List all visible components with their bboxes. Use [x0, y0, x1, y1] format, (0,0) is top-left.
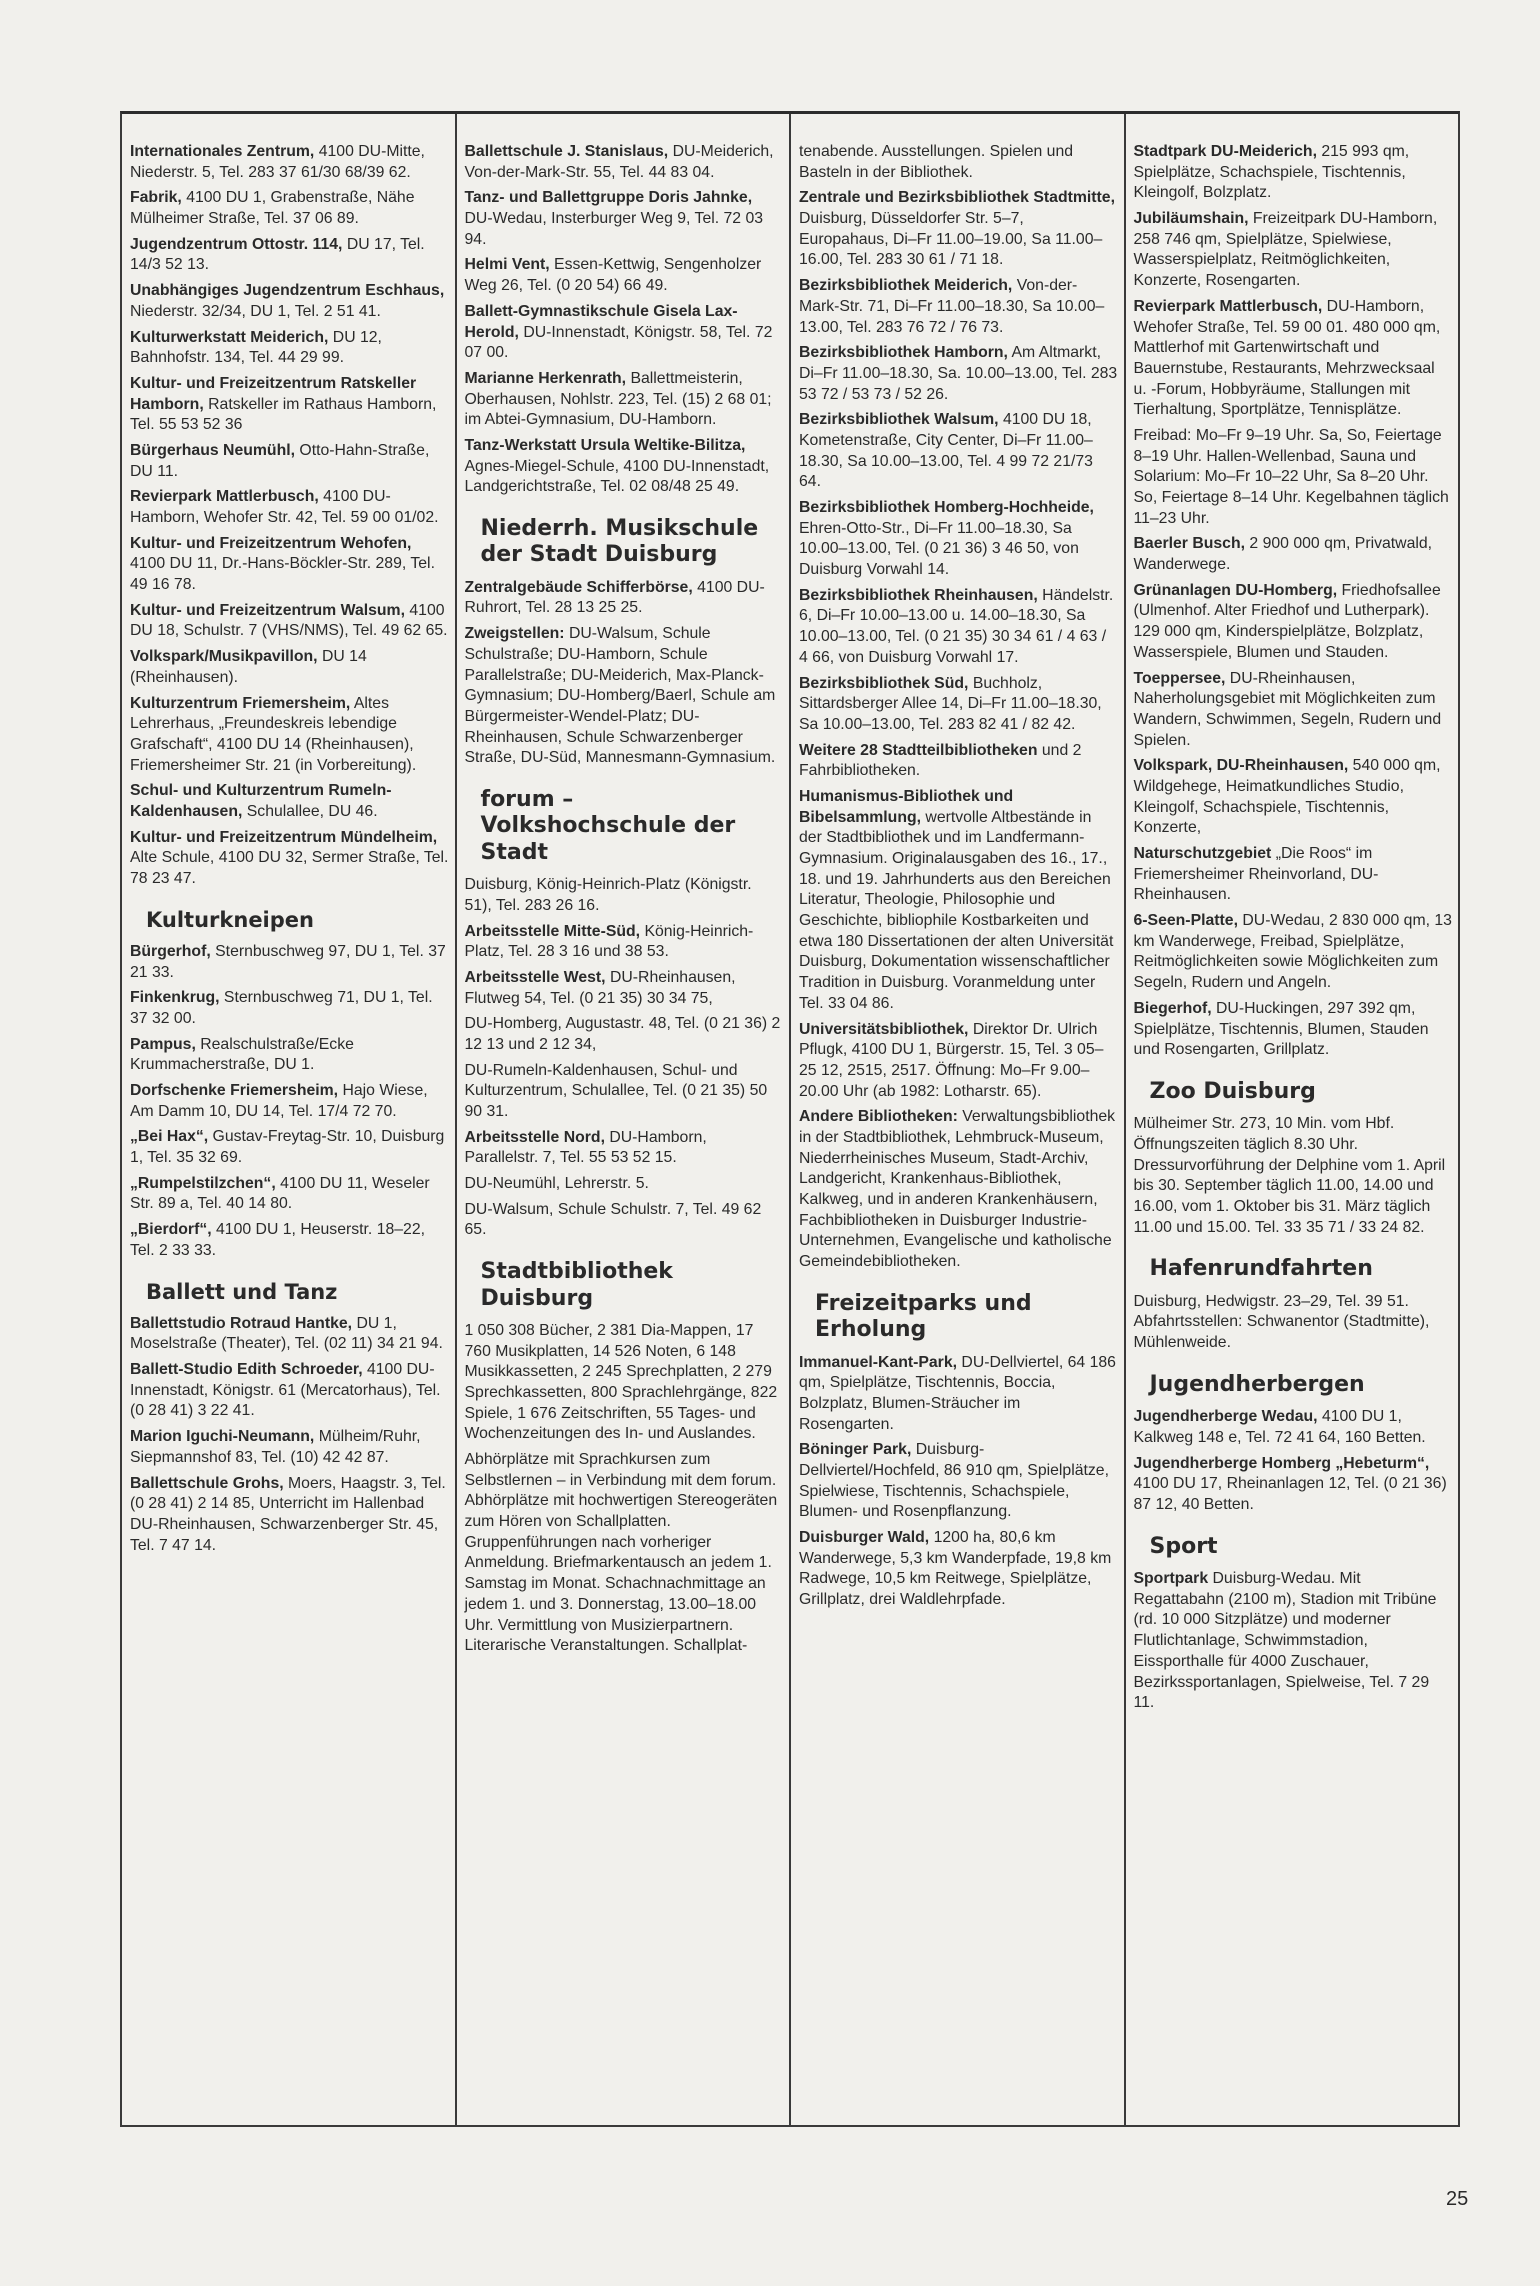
- entry-title: Revierpark Mattlerbusch,: [1133, 297, 1323, 315]
- paragraph: DU-Rumeln-Kaldenhausen, Schul- und Kulturzentrum, Schulallee, Tel. (0 21 35) 50 90 31.: [464, 1061, 768, 1121]
- listing-entry: [799, 410, 1118, 493]
- entry-body: 215 993 qm, Spielplätze, Schachspiele, Tischtennis, Kleingolf, Bolzplatz.: [1133, 143, 1410, 202]
- paragraph: Freibad: Mo–Fr 9–19 Uhr. Sa, So, Feiertage 8–19 Uhr. Hallen-Wellenbad, Sauna und Solarium: Mo–Fr 10–22 Uhr, Sa 8–20 Uhr. So, Feiertage 8–14 Uhr. Kegelbahnen täglich 11–23 Uhr.: [1133, 426, 1449, 527]
- entry-title: Bezirksbibliothek Walsum,: [799, 411, 999, 429]
- listing-entry: [465, 436, 784, 498]
- listing-entry: [130, 1474, 449, 1557]
- entry-title: Naturschutzgebiet: [1133, 845, 1272, 862]
- entry-body: DU 17, Tel. 14/3 52 13.: [130, 235, 425, 274]
- listing-entry: [465, 922, 784, 963]
- entry-title: Kultur- und Freizeitzentrum Wehofen,: [130, 534, 412, 552]
- entry-body: Händelstr. 6, Di–Fr 10.00–13.00 u. 14.00–18.30, Sa 10.00–13.00, Tel. (0 21 35) 30 34 61 / 4 63 / 4 66, von Duisburg Vorwahl 17.: [799, 586, 1114, 666]
- listing-entry: [465, 302, 784, 364]
- entry-body: und 2 Fahrbibliotheken.: [799, 741, 1082, 780]
- listing-entry: [1134, 581, 1453, 664]
- listing-entry: [1134, 756, 1453, 839]
- listing-entry: [130, 601, 449, 642]
- listing-entry: [799, 1107, 1118, 1273]
- listing-entry: [1134, 534, 1453, 575]
- entry-body: 2 900 000 qm, Privatwald, Wanderwege.: [1133, 535, 1433, 574]
- entry-title: Sportpark: [1133, 1570, 1209, 1588]
- listing-entry: [799, 343, 1118, 405]
- entry-title: Bezirksbibliothek Meiderich,: [799, 277, 1013, 295]
- entry-title: Grünanlagen DU-Homberg,: [1133, 581, 1338, 599]
- entry-title: Ballettschule Grohs,: [130, 1474, 284, 1492]
- entry-body: 4100 DU-Mitte, Niederstr. 5, Tel. 283 37 61/30 68/39 62.: [130, 143, 425, 181]
- listing-entry: [130, 1127, 449, 1168]
- listing-entry: [799, 1020, 1118, 1103]
- entry-title: Immanuel-Kant-Park,: [799, 1353, 958, 1371]
- listing-entry: [130, 1360, 449, 1422]
- entry-title: Stadtpark DU-Meiderich,: [1133, 143, 1317, 160]
- listing-entry: [465, 142, 784, 183]
- entry-title: Jubiläumshain,: [1133, 210, 1249, 228]
- listing-entry: [799, 787, 1118, 1015]
- listing-entry: [1134, 142, 1453, 204]
- paragraph: Abhörplätze mit Sprachkursen zum Selbstlernen – in Verbindung mit dem forum. Abhörplätze mit hochwertigen Stereogeräten zum Hören von Schallplatten. Gruppenführungen nach vorheriger Anmeldung. Briefmarkentausch an jedem 1. Samstag im Monat. Schachnachmittage an jedem 1. und 3. Donnerstag, 13.00–18.00 Uhr. Vermittlung von Musizierpartnern. Literarische Veranstaltungen. Schallplat-: [464, 1451, 778, 1655]
- listing-entry: [799, 276, 1118, 338]
- entry-title: Toeppersee,: [1133, 669, 1226, 687]
- entry-title: Zweigstellen:: [464, 625, 565, 643]
- paragraph: DU-Neumühl, Lehrerstr. 5.: [464, 1175, 649, 1193]
- listing-entry: [799, 586, 1118, 669]
- listing-entry: [465, 968, 784, 1009]
- entry-title: Bürgerhof,: [130, 942, 211, 960]
- entry-body: 4100 DU 1, Kalkweg 148 e, Tel. 72 41 64, 160 Betten.: [1133, 1408, 1426, 1446]
- section-heading: Hafenrundfahrten: [1149, 1256, 1373, 1282]
- entry-title: Weitere 28 Stadtteilbibliotheken: [799, 741, 1038, 759]
- section-heading: Stadtbibliothek Duisburg: [480, 1259, 673, 1311]
- paragraph: DU-Walsum, Schule Schulstr. 7, Tel. 49 62 65.: [464, 1200, 762, 1239]
- entry-body: DU-Wedau, 2 830 000 qm, 13 km Wanderwege, Freibad, Spielplätze, Reitmöglichkeiten sowie Möglichkeiten zum Segeln, Rudern und Angeln.: [1133, 912, 1452, 992]
- entry-body: Gustav-Freytag-Str. 10, Duisburg 1, Tel. 35 32 69.: [130, 1128, 445, 1167]
- entry-body: Essen-Kettwig, Sengenholzer Weg 26, Tel. (0 20 54) 66 49.: [464, 256, 762, 295]
- entry-body: 4100 DU 11, Weseler Str. 89 a, Tel. 40 14 80.: [130, 1174, 430, 1213]
- paragraph: DU-Homberg, Augustastr. 48, Tel. (0 21 36) 2 12 13 und 2 12 34,: [464, 1015, 781, 1053]
- listing-entry: [130, 487, 449, 528]
- entry-title: Ballettstudio Rotraud Hantke,: [130, 1314, 353, 1332]
- entry-body: DU-Meiderich, Von-der-Mark-Str. 55, Tel. 44 83 04.: [464, 143, 774, 181]
- listing-entry: [130, 694, 449, 777]
- listing-entry: [465, 578, 784, 619]
- entry-body: Realschulstraße/Ecke Krummacherstraße, DU 1.: [130, 1035, 354, 1074]
- listing-entry: [130, 441, 449, 482]
- entry-body: DU-Rheinhausen, Naherholungsgebiet mit Möglichkeiten zum Wandern, Schwimmen, Segeln, Rudern und Spielen.: [1133, 669, 1442, 749]
- entry-body: Niederstr. 32/34, DU 1, Tel. 2 51 41.: [130, 302, 381, 320]
- entry-title: Volkspark, DU-Rheinhausen,: [1133, 757, 1349, 775]
- entry-body: Friedhofsallee (Ulmenhof. Alter Friedhof und Lutherpark). 129 000 qm, Kinderspielplätze, Bolzplatz, Wasserspiele, Blumen und Stauden.: [1133, 581, 1441, 661]
- entry-body: Otto-Hahn-Straße, DU 11.: [130, 441, 430, 480]
- entry-title: Jugendherberge Wedau,: [1133, 1408, 1318, 1426]
- entry-title: Böninger Park,: [799, 1441, 912, 1459]
- entry-body: 4100 DU-Ruhrort, Tel. 28 13 25 25.: [464, 578, 765, 617]
- section-heading: Jugendherbergen: [1149, 1371, 1365, 1397]
- entry-body: Sternbuschweg 97, DU 1, Tel. 37 21 33.: [130, 942, 446, 981]
- section-heading: Kulturkneipen: [146, 907, 314, 932]
- entry-body: Duisburg-Dellviertel/Hochfeld, 86 910 qm, Spielplätze, Spielwiese, Tischtennis, Schachspiele, Blumen- und Rosenpflanzung.: [799, 1441, 1109, 1521]
- column-1: [122, 114, 457, 2125]
- entry-title: „Rumpelstilzchen“,: [130, 1174, 276, 1192]
- section-heading: Freizeitparks und Erholung: [815, 1290, 1032, 1343]
- entry-title: Kulturwerkstatt Meiderich,: [130, 328, 329, 346]
- listing-entry: [1134, 1407, 1453, 1448]
- entry-title: Marianne Herkenrath,: [464, 369, 627, 387]
- listing-entry: [130, 1314, 449, 1355]
- page-frame: [120, 111, 1460, 2127]
- entry-body: DU-Dellviertel, 64 186 qm, Spielplätze, Tischtennis, Boccia, Bolzplatz, Blumen-Sträucher im Rosengarten.: [799, 1353, 1116, 1433]
- entry-body: Hajo Wiese, Am Damm 10, DU 14, Tel. 17/4 72 70.: [130, 1082, 428, 1120]
- entry-body: 4100 DU-Hamborn, Wehofer Str. 42, Tel. 59 00 01/02.: [130, 488, 439, 526]
- entry-body: Ehren-Otto-Str., Di–Fr 11.00–18.30, Sa 10.00–13.00, Tel. (0 21 36) 3 46 50, von Duisburg Vorwahl 14.: [799, 519, 1079, 579]
- entry-body: 4100 DU 1, Heuserstr. 18–22, Tel. 2 33 33.: [130, 1221, 426, 1259]
- entry-title: Zentralgebäude Schifferbörse,: [464, 578, 693, 596]
- paragraph: tenabende. Ausstellungen. Spielen und Basteln in der Bibliothek.: [799, 143, 1074, 181]
- entry-body: DU-Innenstadt, Königstr. 58, Tel. 72 07 00.: [464, 323, 773, 362]
- listing-entry: [465, 1128, 784, 1169]
- listing-entry: [799, 674, 1118, 736]
- column-3: [791, 114, 1126, 2125]
- listing-entry: [130, 188, 449, 229]
- entry-body: DU-Wedau, Insterburger Weg 9, Tel. 72 03 94.: [464, 210, 764, 248]
- listing-entry: [130, 1427, 449, 1468]
- section-heading: Sport: [1149, 1533, 1218, 1559]
- column-4: [1126, 114, 1459, 2125]
- entry-title: Tanz- und Ballettgruppe Doris Jahnke,: [464, 189, 753, 207]
- entry-title: Schul- und Kulturzentrum Rumeln-Kaldenhausen,: [130, 782, 392, 820]
- entry-body: 4100 DU 1, Grabenstraße, Nähe Mülheimer Straße, Tel. 37 06 89.: [130, 189, 415, 228]
- entry-body: Ratskeller im Rathaus Hamborn, Tel. 55 53 52 36: [130, 395, 437, 434]
- listing-entry: [1134, 999, 1453, 1061]
- entry-title: „Bei Hax“,: [130, 1128, 209, 1146]
- entry-title: Kultur- und Freizeitzentrum Mündelheim,: [130, 828, 438, 846]
- entry-title: Andere Bibliotheken:: [799, 1108, 958, 1126]
- entry-body: Duisburg-Wedau. Mit Regattabahn (2100 m), Stadion mit Tribüne (rd. 10 000 Sitzplätze) und moderner Flutlichtanlage, Schwimmstadion, Eissporthalle für 4000 Zuschauer, Bezirkssportanlagen, Spielweise, Tel. 7 29 11.: [1133, 1570, 1437, 1712]
- listing-entry: [130, 1220, 449, 1261]
- entry-title: Kulturzentrum Friemersheim,: [130, 694, 351, 712]
- listing-entry: [465, 255, 784, 296]
- listing-entry: [130, 142, 449, 183]
- entry-body: DU-Hamborn, Parallelstr. 7, Tel. 55 53 52 15.: [464, 1128, 707, 1167]
- entry-body: 4100 DU 17, Rheinanlagen 12, Tel. (0 21 36) 87 12, 40 Betten.: [1133, 1475, 1447, 1513]
- listing-entry: [799, 188, 1118, 271]
- entry-title: Bürgerhaus Neumühl,: [130, 441, 296, 459]
- entry-title: Volkspark/Musikpavillon,: [130, 648, 318, 666]
- section-heading: Niederrh. Musikschule der Stadt Duisburg: [480, 516, 759, 568]
- entry-title: Jugendherberge Homberg „Hebeturm“,: [1133, 1454, 1430, 1472]
- section-heading: forum – Volkshochschule der Stadt: [480, 786, 736, 865]
- entry-body: König-Heinrich-Platz, Tel. 28 3 16 und 38 53.: [464, 922, 754, 961]
- listing-entry: [130, 374, 449, 436]
- entry-body: Am Altmarkt, Di–Fr 11.00–18.30, Sa. 10.00–13.00, Tel. 283 53 72 / 53 73 / 52 26.: [799, 344, 1118, 403]
- entry-body: DU-Hamborn, Wehofer Straße, Tel. 59 00 01. 480 000 qm, Mattlerhof mit Gartenwirtschaft und Bauernstube, Restaurants, Mehrzwecksaal u. -Forum, Hobbyräume, Stallungen mit Tierhaltung, Sportplätze, Tennisplätze.: [1133, 297, 1441, 419]
- entry-body: Verwaltungsbibliothek in der Stadtbibliothek, Lehmbruck-Museum, Niederrheinisches Museum, Stadt-Archiv, Landgericht, Krankenhaus-Bibliothek, Kalkweg, und in anderen Krankenhäusern, Fachbibliotheken in Duisburger Industrie-Unternehmen, Evangelische und katholische Gemeindebibliotheken.: [799, 1108, 1116, 1271]
- entry-title: Bezirksbibliothek Süd,: [799, 674, 969, 692]
- listing-entry: [130, 235, 449, 276]
- entry-title: Fabrik,: [130, 189, 182, 207]
- listing-entry: [130, 828, 449, 890]
- listing-entry: [465, 624, 784, 769]
- entry-body: Ballettmeisterin, Oberhausen, Nohlstr. 223, Tel. (15) 2 68 01; im Abtei-Gymnasium, DU-Hamborn.: [464, 369, 772, 429]
- listing-entry: [1134, 911, 1453, 994]
- entry-body: DU 12, Bahnhofstr. 134, Tel. 44 29 99.: [130, 328, 382, 367]
- entry-title: Baerler Busch,: [1133, 535, 1246, 553]
- entry-title: 6-Seen-Platte,: [1133, 912, 1238, 930]
- entry-title: Arbeitsstelle Nord,: [464, 1128, 605, 1146]
- entry-body: Freizeitpark DU-Hamborn, 258 746 qm, Spielplätze, Spielwiese, Wasserspielplatz, Reitmöglichkeiten, Konzerte, Rosengarten.: [1133, 210, 1438, 290]
- entry-title: Ballett-Gymnastikschule Gisela Lax-Herold,: [464, 302, 738, 341]
- listing-entry: [799, 741, 1118, 782]
- entry-title: Revierpark Mattlerbusch,: [130, 488, 319, 506]
- entry-title: Kultur- und Freizeitzentrum Walsum,: [130, 601, 405, 619]
- page-number: 25: [1446, 2188, 1469, 2210]
- entry-body: Mülheim/Ruhr, Siepmannshof 83, Tel. (10) 42 42 87.: [130, 1428, 421, 1466]
- listing-entry: [1134, 1569, 1453, 1714]
- entry-body: 1200 ha, 80,6 km Wanderwege, 5,3 km Wanderpfade, 19,8 km Radwege, 10,5 km Reitwege, Spielplätze, Grillplatz, drei Waldlehrpfade.: [799, 1529, 1112, 1609]
- listing-entry: [1134, 297, 1453, 421]
- entry-body: Duisburg, Düsseldorfer Str. 5–7, Europahaus, Di–Fr 11.00–19.00, Sa 11.00–16.00, Tel. 283 30 61 / 71 18.: [799, 210, 1103, 269]
- entry-title: Pampus,: [130, 1035, 196, 1053]
- entry-body: 4100 DU 18, Schulstr. 7 (VHS/NMS), Tel. 49 62 65.: [130, 601, 448, 640]
- listing-entry: [130, 328, 449, 369]
- listing-entry: [799, 1440, 1118, 1523]
- entry-body: DU-Rheinhausen, Flutweg 54, Tel. (0 21 35) 30 34 75,: [464, 968, 736, 1007]
- entry-body: 4100 DU 18, Kometenstraße, City Center, Di–Fr 11.00–18.30, Sa 10.00–13.00, Tel. 4 99 72 21/73 64.: [799, 411, 1093, 491]
- entry-body: DU-Huckingen, 297 392 qm, Spielplätze, Tischtennis, Blumen, Stauden und Rosengarten, Grillplatz.: [1133, 999, 1429, 1059]
- entry-body: DU 14 (Rheinhausen).: [130, 648, 367, 686]
- section-heading: Ballett und Tanz: [146, 1279, 338, 1304]
- entry-title: Bezirksbibliothek Homberg-Hochheide,: [799, 499, 1094, 516]
- entry-title: Humanismus-Bibliothek und Bibelsammlung,: [799, 787, 1014, 826]
- entry-body: 4100 DU 11, Dr.-Hans-Böckler-Str. 289, Tel. 49 16 78.: [130, 555, 435, 594]
- listing-entry: [1134, 1454, 1453, 1516]
- entry-title: Kultur- und Freizeitzentrum Ratskeller Hamborn,: [130, 374, 417, 413]
- listing-entry: [130, 1174, 449, 1215]
- entry-body: wertvolle Altbestände in der Stadtbibliothek und im Landfermann-Gymnasium. Originalausgaben des 16., 17., 18. und 19. Jahrhunderts aus den Bereichen Literatur, Theologie, Philosophie und Geschichte, bibliophile Kostbarkeiten und etwa 180 Dissertationen der alten Universität Duisburg, Dokumentation wissenschaftlicher Tradition in Duisburg. Voranmeldung unter Tel. 33 04 86.: [799, 808, 1114, 1012]
- entry-title: Arbeitsstelle Mitte-Süd,: [464, 922, 641, 940]
- listing-entry: [465, 369, 784, 431]
- section-heading: Zoo Duisburg: [1149, 1078, 1316, 1104]
- entry-title: Ballettschule J. Stanislaus,: [464, 143, 669, 160]
- listing-entry: [130, 534, 449, 596]
- entry-title: Bezirksbibliothek Hamborn,: [799, 344, 1008, 362]
- column-2: [457, 114, 792, 2125]
- entry-title: „Bierdorf“,: [130, 1221, 212, 1239]
- entry-body: Sternbuschweg 71, DU 1, Tel. 37 32 00.: [130, 989, 433, 1027]
- listing-entry: [130, 1081, 449, 1122]
- listing-entry: [1134, 669, 1453, 752]
- listing-entry: [130, 942, 449, 983]
- entry-title: Bezirksbibliothek Rheinhausen,: [799, 586, 1038, 604]
- entry-body: DU-Walsum, Schule Schulstraße; DU-Hamborn, Schule Parallelstraße; DU-Meiderich, Max-Planck-Gymnasium; DU-Homberg/Baerl, Schule am Bürgermeister-Wendel-Platz; DU-Rheinhausen, Schule Schwarzenberger Straße, DU-Süd, Mannesmann-Gymnasium.: [464, 625, 776, 767]
- paragraph: Duisburg, König-Heinrich-Platz (Königstr. 51), Tel. 283 26 16.: [464, 876, 752, 914]
- entry-title: Universitätsbibliothek,: [799, 1020, 969, 1038]
- entry-body: Von-der-Mark-Str. 71, Di–Fr 11.00–18.30, Sa 10.00–13.00, Tel. 283 76 72 / 76 73.: [799, 277, 1105, 336]
- entry-body: Alte Schule, 4100 DU 32, Sermer Straße, Tel. 78 23 47.: [130, 849, 449, 887]
- listing-entry: [130, 647, 449, 688]
- listing-entry: [465, 188, 784, 250]
- entry-title: Duisburger Wald,: [799, 1529, 930, 1547]
- listing-entry: [130, 988, 449, 1029]
- listing-entry: [799, 1353, 1118, 1436]
- entry-title: Jugendzentrum Ottostr. 114,: [130, 235, 343, 253]
- entry-body: Buchholz, Sittardsberger Allee 14, Di–Fr 11.00–18.30, Sa 10.00–13.00, Tel. 283 82 41 / 82 42.: [799, 674, 1102, 733]
- entry-title: Arbeitsstelle West,: [464, 968, 606, 986]
- entry-title: Dorfschenke Friemersheim,: [130, 1082, 339, 1099]
- entry-title: Helmi Vent,: [464, 256, 550, 274]
- paragraph: Mülheimer Str. 273, 10 Min. vom Hbf. Öffnungszeiten täglich 8.30 Uhr. Dressurvorführung der Delphine vom 1. April bis 30. September täglich 11.00, 14.00 und 16.00, vom 1. Oktober bis 31. März täglich 11.00 und 15.00. Tel. 33 35 71 / 33 24 82.: [1133, 1115, 1446, 1236]
- entry-body: Schulallee, DU 46.: [246, 802, 378, 820]
- listing-entry: [130, 281, 449, 322]
- entry-title: Ballett-Studio Edith Schroeder,: [130, 1361, 363, 1379]
- listing-entry: [799, 1528, 1118, 1611]
- paragraph: Duisburg, Hedwigstr. 23–29, Tel. 39 51. Abfahrtsstellen: Schwanentor (Stadtmitte), Mühlenweide.: [1133, 1292, 1430, 1352]
- entry-title: Unabhängiges Jugendzentrum Eschhaus,: [130, 282, 445, 300]
- entry-title: Finkenkrug,: [130, 989, 220, 1007]
- entry-title: Marion Iguchi-Neumann,: [130, 1428, 315, 1446]
- entry-body: „Die Roos“ im Friemersheimer Rheinvorland, DU-Rheinhausen.: [1133, 845, 1379, 904]
- listing-entry: [799, 498, 1118, 581]
- entry-title: Biegerhof,: [1133, 999, 1212, 1017]
- entry-title: Internationales Zentrum,: [130, 143, 315, 160]
- listing-entry: [130, 1035, 449, 1076]
- entry-body: Agnes-Miegel-Schule, 4100 DU-Innenstadt, Landgerichtstraße, Tel. 02 08/48 25 49.: [464, 457, 770, 496]
- entry-body: Altes Lehrerhaus, „Freundeskreis lebendige Grafschaft“, 4100 DU 14 (Rheinhausen), Friemersheimer Str. 21 (in Vorbereitung).: [130, 694, 417, 774]
- entry-body: DU 1, Moselstraße (Theater), Tel. (02 11) 34 21 94.: [130, 1314, 443, 1353]
- listing-entry: [1134, 844, 1453, 906]
- entry-body: Direktor Dr. Ulrich Pflugk, 4100 DU 1, Bürgerstr. 15, Tel. 3 05– 25 12, 2515, 2517. Öffnung: Mo–Fr 9.00–20.00 Uhr (ab 1982: Lotharstr. 65).: [799, 1020, 1104, 1100]
- entry-body: Moers, Haagstr. 3, Tel. (0 28 41) 2 14 85, Unterricht im Hallenbad DU-Rheinhausen, Schwarzenberger Str. 45, Tel. 7 47 14.: [130, 1474, 446, 1554]
- entry-title: Tanz-Werkstatt Ursula Weltike-Bilitza,: [464, 436, 746, 454]
- listing-entry: [130, 781, 449, 822]
- listing-entry: [1134, 209, 1453, 292]
- entry-body: 540 000 qm, Wildgehege, Heimatkundliches Studio, Kleingolf, Schachspiele, Tischtennis, Konzerte,: [1133, 757, 1441, 837]
- entry-title: Zentrale und Bezirksbibliothek Stadtmitte,: [799, 189, 1115, 207]
- entry-body: 4100 DU-Innenstadt, Königstr. 61 (Mercatorhaus), Tel. (0 28 41) 3 22 41.: [130, 1361, 441, 1420]
- paragraph: 1 050 308 Bücher, 2 381 Dia-Mappen, 17 760 Musikplatten, 14 526 Noten, 6 148 Musikkassetten, 2 245 Sprechplatten, 2 279 Sprechkassetten, 800 Sprachlehrgänge, 822 Spiele, 1 676 Zeitschriften, 55 Tages- und Wochenzeitungen des In- und Auslandes.: [464, 1321, 778, 1443]
